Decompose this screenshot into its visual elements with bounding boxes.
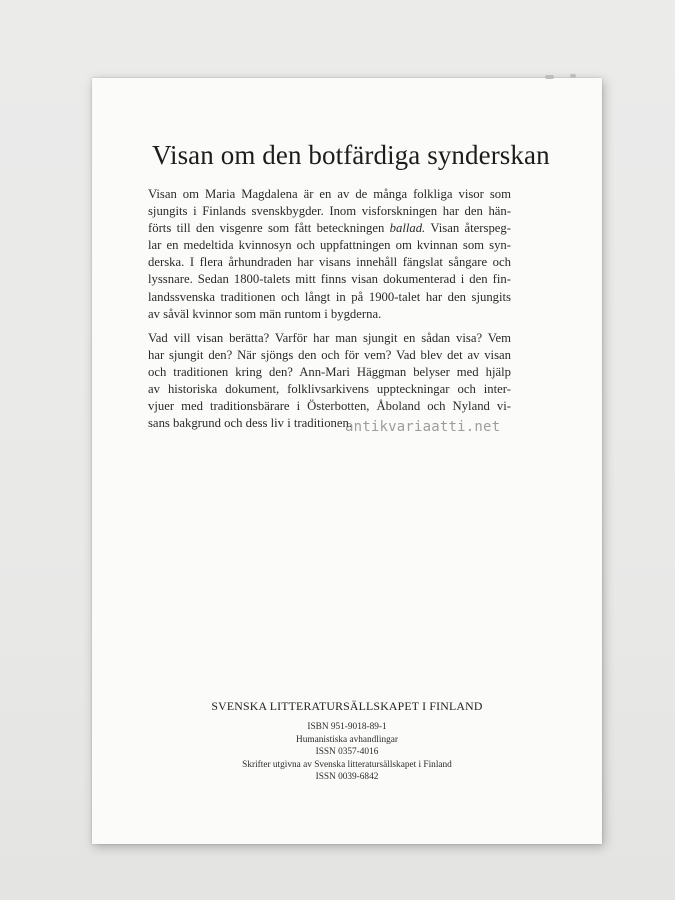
- text-line: derska. I flera århundraden har visans innehåll fängslat sångare och: [148, 255, 511, 270]
- text-line: Vad vill visan berätta? Varför har man sjungit en sådan visa? Vem: [148, 331, 511, 345]
- text-segment: förts till den visgenre som fått beteckningen: [148, 221, 385, 236]
- publication-details: [197, 721, 497, 784]
- issn-line: ISSN 0357-4016: [315, 747, 379, 758]
- cover-scuff-mark: [570, 74, 576, 78]
- text-line: har sjungit den? När sjöngs den och för vem? Vad blev det av visan: [148, 348, 511, 363]
- italic-term: ballad.: [389, 221, 426, 236]
- text-line: och traditionen kring den? Ann-Mari Häggman belyser med hjälp: [148, 365, 511, 380]
- issn-line: ISSN 0039-6842: [315, 772, 379, 783]
- series-line: Skrifter utgivna av Svenska litteratursällskapet i Finland: [242, 759, 452, 770]
- publisher-name: SVENSKA LITTERATURSÄLLSKAPET I FINLAND: [211, 699, 483, 713]
- book-back-cover: [92, 78, 602, 844]
- description-paragraph-2: [148, 330, 511, 433]
- text-line: landssvenska traditionen och långt in på 1900-talet har den sjungits: [148, 289, 511, 304]
- text-line: Visan om Maria Magdalena är en av de många folkliga visor som: [148, 187, 511, 201]
- text-line: [148, 220, 511, 237]
- series-line: Humanistiska avhandlingar: [296, 734, 398, 745]
- book-title: Visan om den botfärdiga synderskan: [152, 140, 550, 170]
- text-line: av såväl kvinnor som män runtom i bygderna.: [148, 306, 382, 321]
- description-paragraph-1: [148, 186, 511, 323]
- isbn-line: ISBN 951-9018-89-1: [307, 722, 387, 732]
- text-line: vjuer med traditionsbärare i Österbotten, Åboland och Nyland vi-: [148, 399, 511, 414]
- cover-scuff-mark: [545, 75, 554, 79]
- text-line: av historiska dokument, folklivsarkivens uppteckningar och inter-: [148, 382, 511, 397]
- text-line: sjungits i Finlands svenskbygder. Inom visforskningen har den hän-: [148, 204, 511, 219]
- text-line: lar en medeltida kvinnosyn och uppfattningen om kvinnan som syn-: [148, 238, 511, 253]
- text-line: lyssnare. Sedan 1800-talets mitt finns visan dokumenterad i den fin-: [148, 272, 511, 287]
- text-segment: Visan återspeg-: [430, 221, 511, 236]
- watermark: antikvariaatti.net: [345, 419, 501, 435]
- text-line: sans bakgrund och dess liv i traditionen.: [148, 416, 353, 431]
